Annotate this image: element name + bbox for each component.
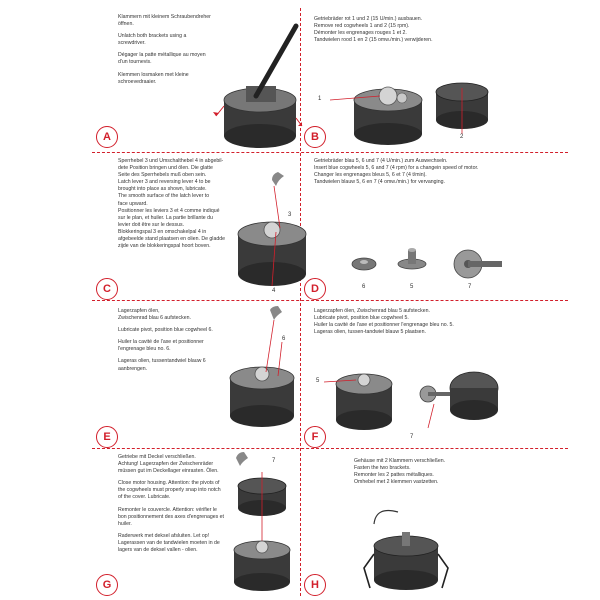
panel-a-line-nl: Klemmen losmaken met kleine schroevedraaier. [118, 71, 189, 85]
panel-h-line: Gehäuse mit 2 Klammern verschließen. Fasten the two brackets. Remonter les 2 pattes métalliques. Omhebel met 2 klemmen vastzetten. [354, 458, 446, 486]
panel-a-line-de: Klammern mit kleinem Schraubendreher öffnen. [118, 14, 211, 28]
panel-d-line: Getriebräder blau 5, 6 und 7 (4 U/min.) zum Auswechseln. Insert blue cogwheels 5, 6 and 7 (4 rpm) for a changein speed of motor. Changer les engrenages bleus 5, 6 et 7 (4 t/min). Tandwielen blauw 5, 6 en 7 (4 omw./min.) for vervanging. [314, 158, 479, 186]
panel-c-letter-badge: C [96, 278, 118, 300]
panel-e-letter-badge: E [96, 426, 118, 448]
panel-c-label-3: 3 [288, 212, 292, 218]
panel-d-label-7: 7 [468, 284, 472, 290]
motor-illustration-f [324, 350, 514, 446]
panel-e [0, 300, 300, 448]
panel-c [0, 152, 300, 300]
panel-h [300, 448, 600, 600]
panel-g-line-en: Close motor housing. Attention: the pivots of the cogwheels must properly snap into notch of the cover. Lubricate. [118, 480, 221, 501]
panel-h-letter-badge: H [304, 574, 326, 596]
panel-e-line-en: Lubricate pivot, position blue cogwheel 6. [118, 327, 213, 334]
panel-f-line: Lagerzapfen ölen, Zwischenrad blau 5 aufstecken. Lubricate pivot, position blue cogwheel 5. Huiler la cavité de l'axe et positionner l'engrenage bleu no. 5. Lageras olien, tussen-tandwiel blauw 5 plaatsen. [314, 308, 454, 336]
panel-e-label-6: 6 [282, 336, 286, 342]
panel-d [300, 152, 600, 300]
panel-g-line-de: Getriebe mit Deckel verschließen. Achtung! Lagerzapfen der Zwischenräder müssen gut im Deckellager einrasten. Ölen. [118, 454, 219, 475]
motor-illustration-h [352, 506, 462, 596]
panel-d-label-5: 5 [410, 284, 414, 290]
panel-g-line-fr: Remonter le couvercle. Attention: vérifier le bon positionnement des axes d'engrenages et huiler. [118, 506, 224, 527]
panel-c-line: Sperrhebel 3 und Umschalthebel 4 in abgebil- dete Position bringen und ölen. Die glatte Seite des Sperrhebels muß oben sein. Latch lever 3 and reversing lever 4 to be brought into place as shown, lubricate. The smooth surface of the latch lever to face upward. Positionner les leviers 3 et 4 comme indiqué sur le plan, et huiler. La partie brillante du levier doit être sur le dessus. Blokkeringspal 3 en omschakelpal 4 in afgebeelde stand plaatsen en olien. De gladde zijde van de blokkeringspal hoort boven. [118, 158, 226, 250]
panel-g-label-7: 7 [272, 458, 276, 464]
panel-f-letter-badge: F [304, 426, 326, 448]
panel-b-label-1: 1 [318, 96, 322, 102]
panel-f-text [314, 308, 524, 341]
panel-b-letter-badge: B [304, 126, 326, 148]
panel-f [300, 300, 600, 448]
panel-b-label-2: 2 [460, 134, 464, 140]
panel-f-label-5: 5 [316, 378, 320, 384]
panel-e-line-de: Lagerzapfen ölen, Zwischenrad blau 6 aufstecken. [118, 308, 191, 322]
panel-e-line-nl: Lageras olien, tussentandwiel blauw 6 aanbrengen. [118, 358, 206, 372]
panel-a-line-fr: Dégager la patte métallique au moyen d'un tournevis. [118, 52, 206, 66]
cogwheels-illustration-d [350, 242, 570, 292]
panel-h-text [354, 458, 534, 491]
panel-d-label-6: 6 [362, 284, 366, 290]
panel-c-label-4: 4 [272, 288, 276, 294]
panel-b-text [314, 16, 514, 49]
panel-a-letter-badge: A [96, 126, 118, 148]
panel-b-line: Getriebräder rot 1 und 2 (15 U/min.) ausbauen. Remove red cogwheels 1 and 2 (15 rpm). Démonter les engrenages rouges 1 et 2. Tandwielen rood 1 en 2 (15 omw./min.) verwijderen. [314, 16, 433, 44]
panel-a [0, 0, 300, 152]
panel-g-letter-badge: G [96, 574, 118, 596]
motor-illustration-b [330, 58, 500, 148]
panel-b [300, 0, 600, 152]
panel-e-line-fr: Huiler la cavité de l'axe et positionner l'engrenage bleu no. 6. [118, 339, 204, 353]
motor-illustration-g [222, 452, 302, 598]
panel-d-text [314, 158, 584, 191]
panel-a-line-en: Unlatch both brackets using a screwdriver. [118, 33, 187, 47]
panel-d-letter-badge: D [304, 278, 326, 300]
panel-g-line-nl: Raderwerk met deksel afsluiten. Let op! Lagerassen van de tandwielen moeten in de lagers van de deksel vallen - olien. [118, 532, 220, 554]
motor-illustration-e [226, 306, 296, 436]
panel-g [0, 448, 300, 600]
panel-f-label-7: 7 [410, 434, 414, 440]
